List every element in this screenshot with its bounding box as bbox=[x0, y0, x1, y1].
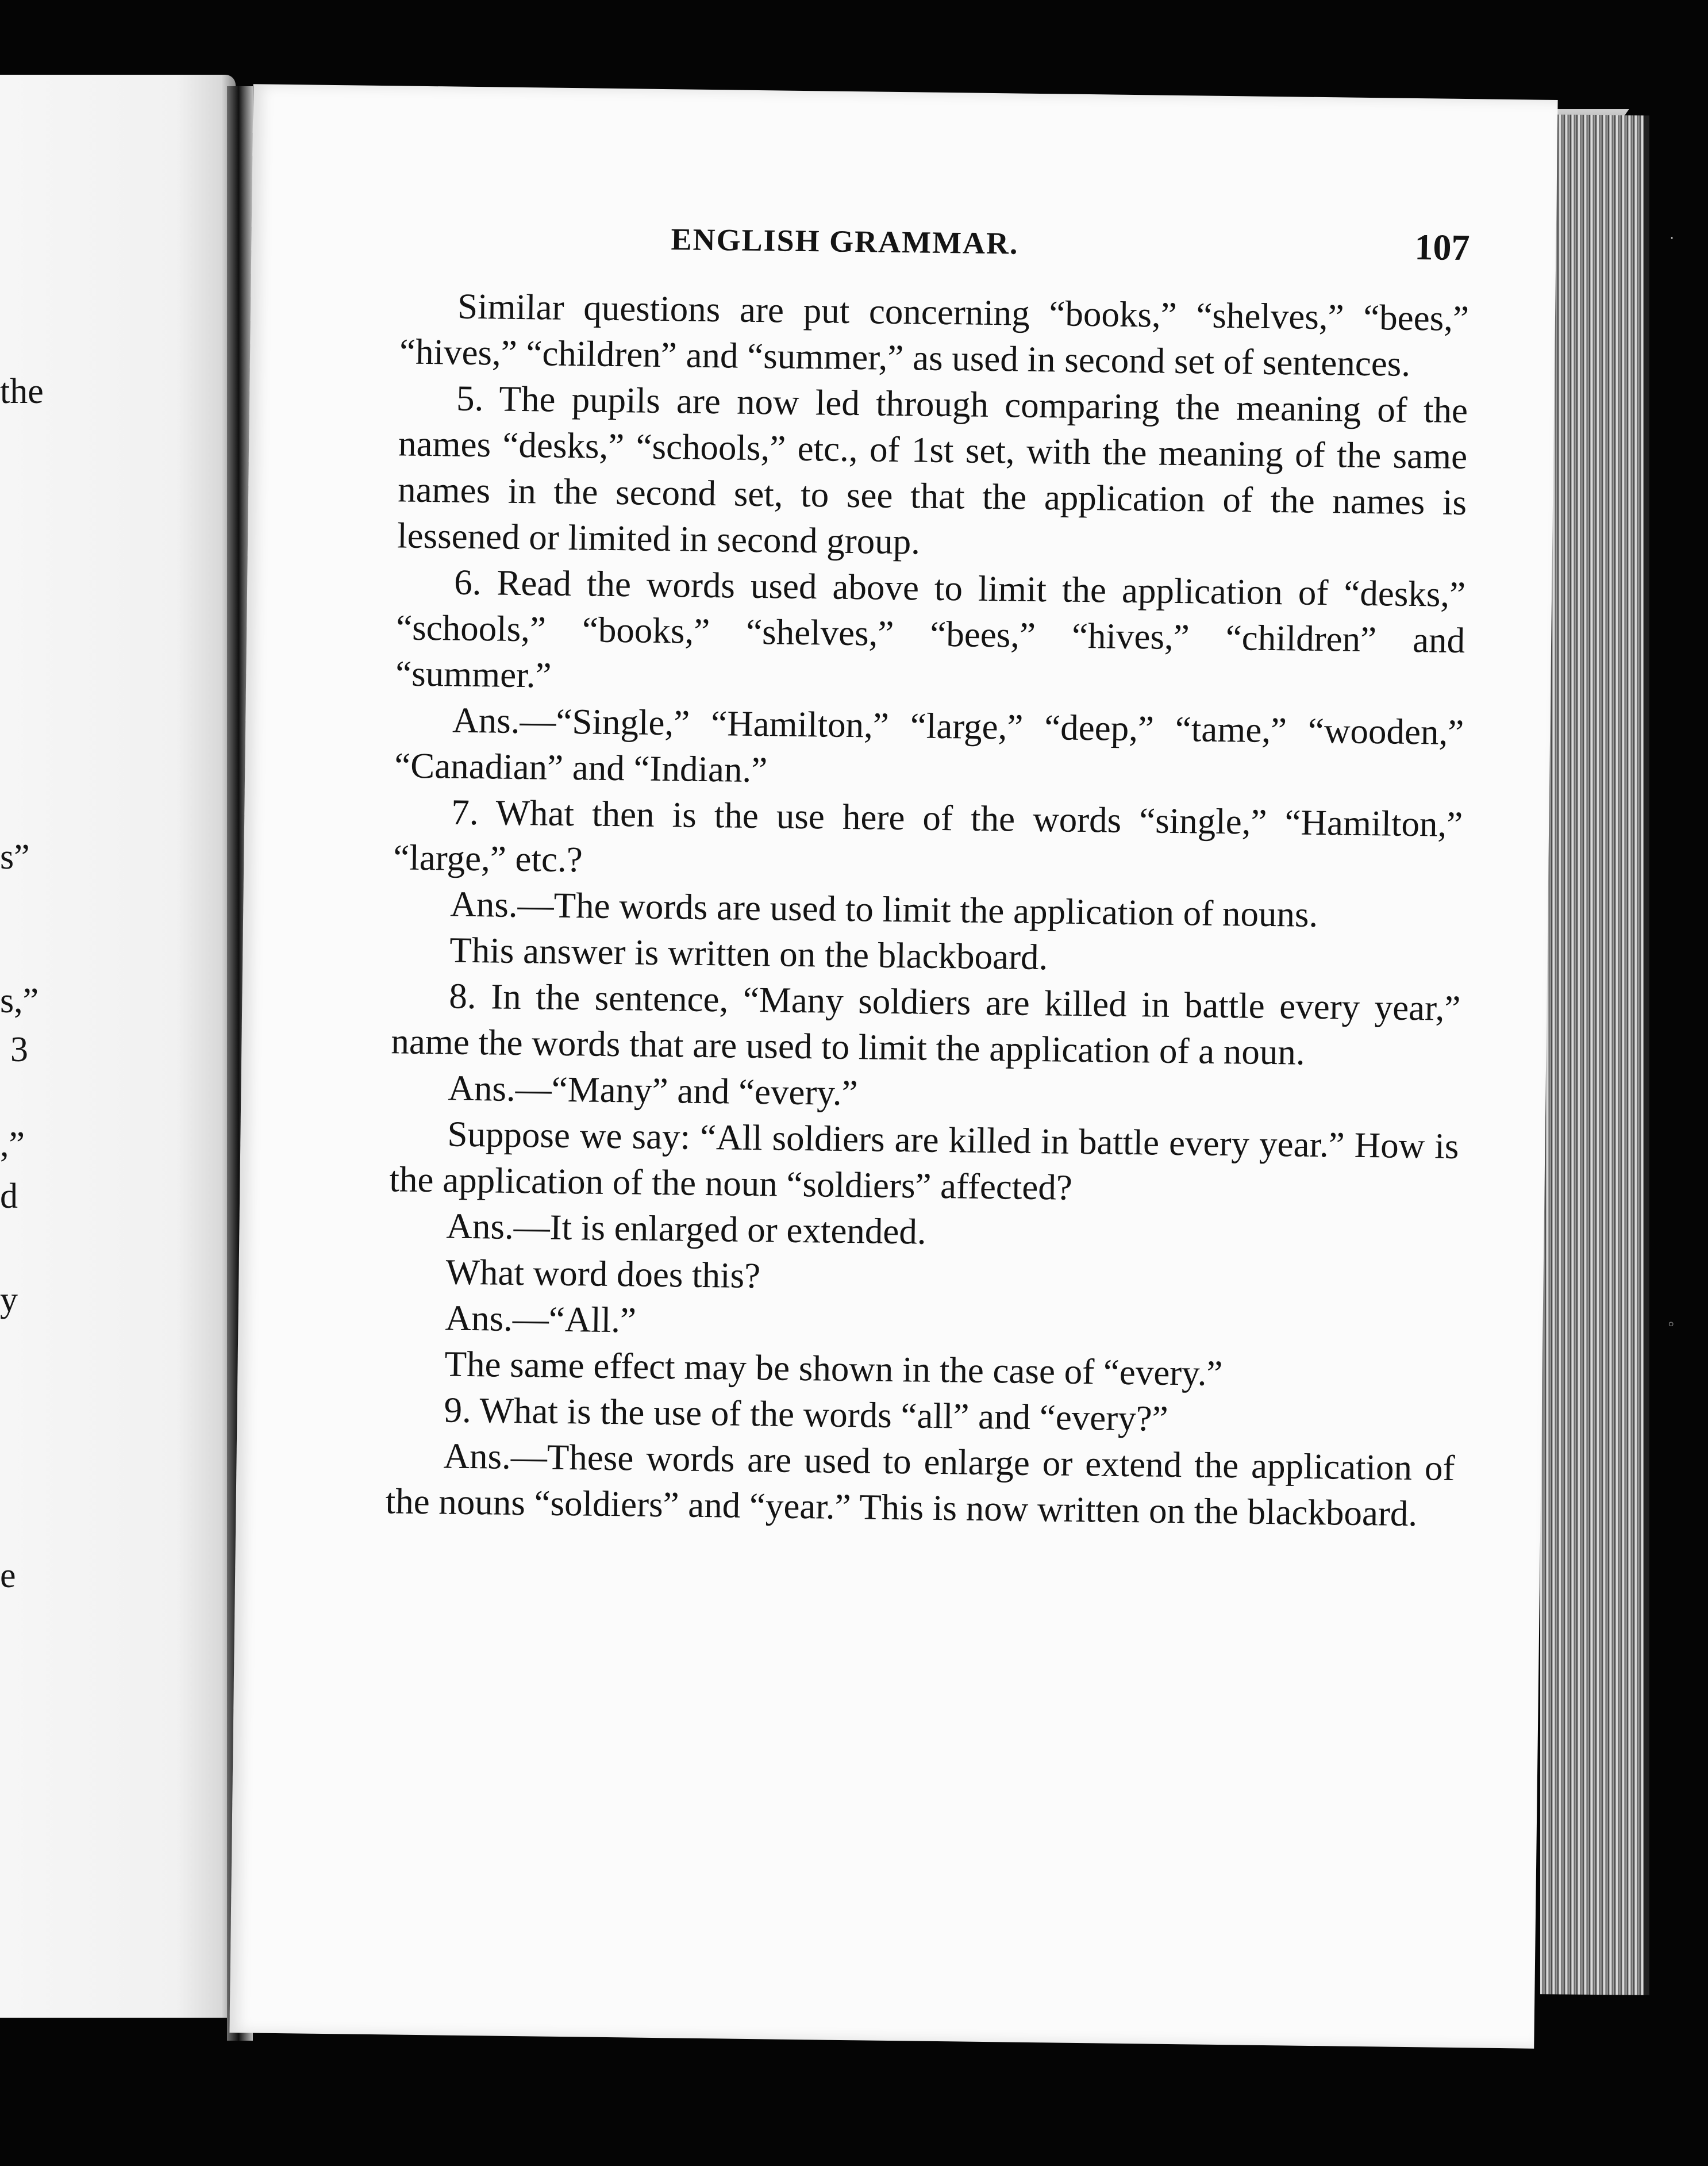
left-page-fragment: e bbox=[0, 1556, 16, 1595]
page-block-edge bbox=[1540, 114, 1649, 1995]
paragraph: What word does this? bbox=[445, 1251, 761, 1296]
left-page-fragment: s” bbox=[0, 838, 30, 877]
paragraph: 6. Read the words used above to limit the application of “desks,” “schools,” “books,” “shelves,” “bees,” “hives,” “children” and “summer.” bbox=[395, 562, 1466, 696]
paragraph: Ans.—It is enlarged or extended. bbox=[446, 1205, 927, 1252]
paragraph: Ans.—“Single,” “Hamilton,” “large,” “deep,” “tame,” “wooden,” “Canadian” and “Indian.” bbox=[394, 700, 1464, 790]
left-page-fragment: y bbox=[0, 1280, 18, 1319]
paragraph: 7. What then is the use here of the words “single,” “Hamilton,” “large,” etc.? bbox=[393, 792, 1463, 880]
left-page-fragment: ,” bbox=[0, 1125, 25, 1164]
right-page bbox=[229, 84, 1557, 2048]
scan-speck: ◦ bbox=[1667, 1316, 1676, 1334]
paragraph: 9. What is the use of the words “all” and “every?” bbox=[444, 1389, 1169, 1439]
left-page-fragment: d bbox=[0, 1177, 18, 1216]
left-page-fragment: s,” bbox=[0, 981, 39, 1020]
scan-speck: · bbox=[1669, 230, 1675, 247]
paragraph: Ans.—These words are used to enlarge or extend the application of the nouns “soldiers” and “year.” This is now written on the blackboard. bbox=[385, 1435, 1455, 1534]
paragraph: Ans.—The words are used to limit the application of nouns. bbox=[449, 884, 1318, 935]
running-head-title: ENGLISH GRAMMAR. bbox=[671, 222, 1019, 261]
paragraph: This answer is written on the blackboard. bbox=[449, 930, 1048, 978]
paragraph: The same effect may be shown in the case of “every.” bbox=[444, 1343, 1223, 1394]
left-page-fragment: 3 bbox=[10, 1030, 28, 1069]
page-number: 107 bbox=[1414, 226, 1470, 268]
paragraph: Similar questions are put concerning “books,” “shelves,” “bees,” “hives,” “children” and “summer,” as used in second set of sentences. bbox=[399, 286, 1470, 384]
paragraph: Ans.—“Many” and “every.” bbox=[448, 1067, 858, 1113]
paragraph: 5. The pupils are now led through comparing the meaning of the names “desks,” “schools,” etc., of 1st set, with the meaning of the same names in the second set, to see that the application of the names is lessened or limited in second group. bbox=[397, 378, 1468, 562]
paragraph: Suppose we say: “All soldiers are killed in battle every year.” How is the application of the noun “soldiers” affected? bbox=[389, 1113, 1459, 1208]
paragraph: 8. In the sentence, “Many soldiers are killed in battle every year,” name the words that are used to limit the application of a noun. bbox=[391, 976, 1461, 1073]
running-head bbox=[401, 218, 1470, 283]
page-text-block bbox=[385, 218, 1470, 1537]
paragraph: Ans.—“All.” bbox=[445, 1297, 637, 1341]
left-page bbox=[0, 75, 236, 2018]
left-page-fragment: the bbox=[0, 372, 44, 411]
